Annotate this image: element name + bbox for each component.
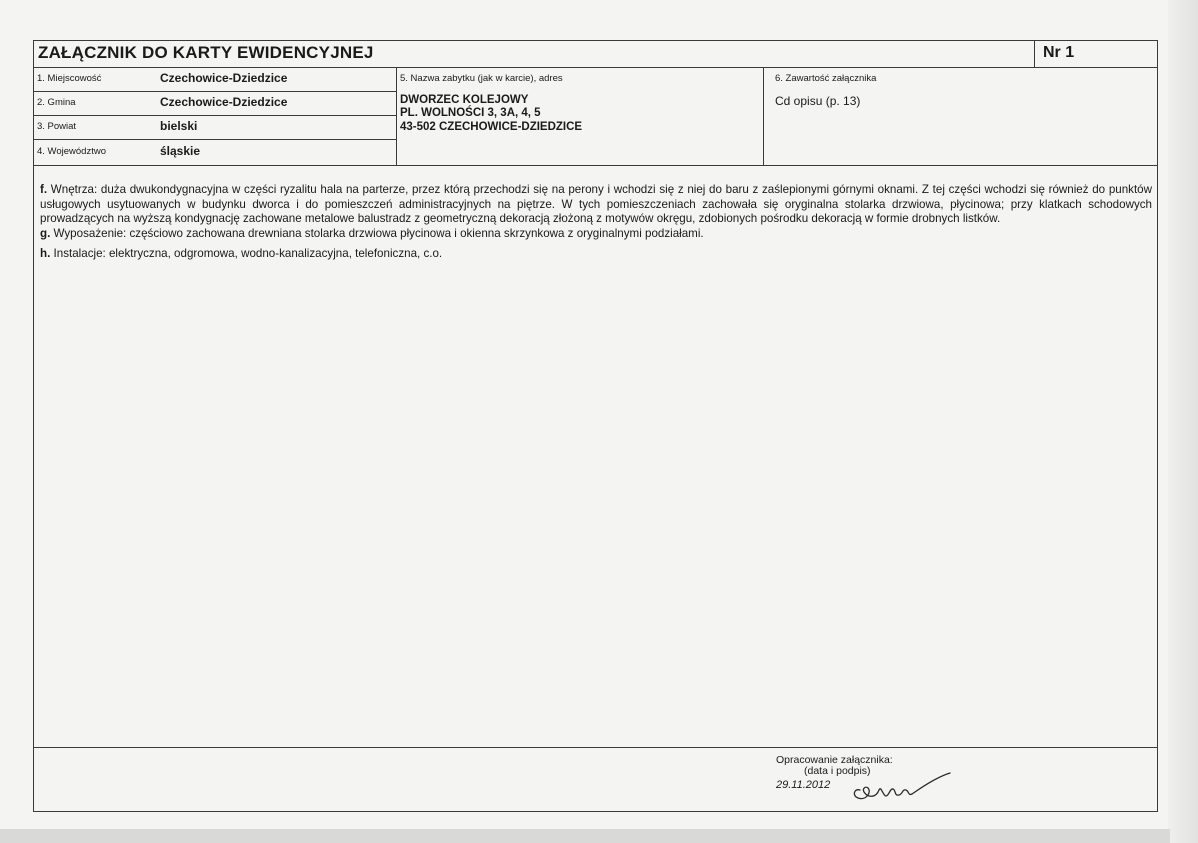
monument-address-city: 43-502 CZECHOWICE-DZIEDZICE xyxy=(400,121,583,133)
document-title: ZAŁĄCZNIK DO KARTY EWIDENCYJNEJ xyxy=(38,43,374,62)
preparation-label: Opracowanie załącznika: xyxy=(776,754,893,766)
contents-value: Cd opisu (p. 13) xyxy=(775,94,861,108)
field-value: bielski xyxy=(160,119,198,133)
footer-divider xyxy=(34,747,1157,748)
paragraph-text: Wyposażenie: częściowo zachowana drewniana stolarka drzwiowa płycinowa i okienna skrzynkowa z oryginalnymi podziałami. xyxy=(53,226,704,240)
field-value: Czechowice-Dziedzice xyxy=(160,95,288,109)
field-value: śląskie xyxy=(160,144,201,158)
paragraph-text: Instalacje: elektryczna, odgromowa, wodno-kanalizacyjna, telefoniczna, c.o. xyxy=(53,247,443,260)
title-bar xyxy=(34,41,1157,68)
paragraph-marker: h. xyxy=(40,247,51,260)
paragraph-interiors xyxy=(40,183,1152,227)
field-label: 2. Gmina xyxy=(37,97,76,108)
preparation-date: 29.11.2012 xyxy=(776,779,831,791)
field-value: Czechowice-Dziedzice xyxy=(160,71,288,85)
sheet-bottom-edge xyxy=(0,829,1170,843)
monument-name: DWORZEC KOLEJOWY xyxy=(400,94,529,106)
sheet-right-edge xyxy=(1168,0,1198,843)
fields-section xyxy=(34,67,1157,166)
contents-field xyxy=(763,67,1157,165)
field-label: 1. Miejscowość xyxy=(37,73,102,84)
monument-address-street: PL. WOLNOŚCI 3, 3A, 4, 5 xyxy=(400,107,541,119)
contents-label: 6. Zawartość załącznika xyxy=(775,73,877,84)
field-label: 3. Powiat xyxy=(37,121,77,132)
paragraph-text: Wnętrza: duża dwukondygnacyjna w części ryzalitu hala na parterze, przez którą przechodzi się na perony i wchodzi się z niej do baru z zaślepionymi górnymi oknami. Z tej części wchodzi się również do punktów usługowych usytuowanych w budynku dworca i do pomieszczeń administracyjnych na piętrze. W tych pomieszczeniach zachowała się oryginalna stolarka drzwiowa, płycinowa; przy klatkach schodowych prowadzących na wyższą kondygnację zachowane metalowe balustradz z geometryczną dekoracją złożoną z motywów okręgu, zdobionych pośrodku dekoracją w formie drobnych listków. xyxy=(40,183,1152,225)
field-label: 4. Województwo xyxy=(37,146,106,157)
field-row-county xyxy=(34,115,396,140)
description-body xyxy=(40,183,1152,262)
paragraph-furnishings xyxy=(40,227,1152,242)
location-fields xyxy=(34,67,397,165)
field-row-commune xyxy=(34,91,396,116)
monument-label: 5. Nazwa zabytku (jak w karcie), adres xyxy=(400,73,563,84)
attachment-number: Nr 1 xyxy=(1043,44,1075,61)
paragraph-installations xyxy=(40,247,1152,262)
number-box xyxy=(1034,41,1158,67)
monument-field xyxy=(396,67,764,165)
paragraph-marker: g. xyxy=(40,226,51,240)
preparation-sublabel: (data i podpis) xyxy=(804,765,871,777)
signature-icon xyxy=(846,768,956,808)
field-row-locality xyxy=(34,67,396,92)
form-frame xyxy=(33,40,1158,812)
field-row-voivodeship xyxy=(34,140,396,165)
paragraph-marker: f. xyxy=(40,183,48,196)
